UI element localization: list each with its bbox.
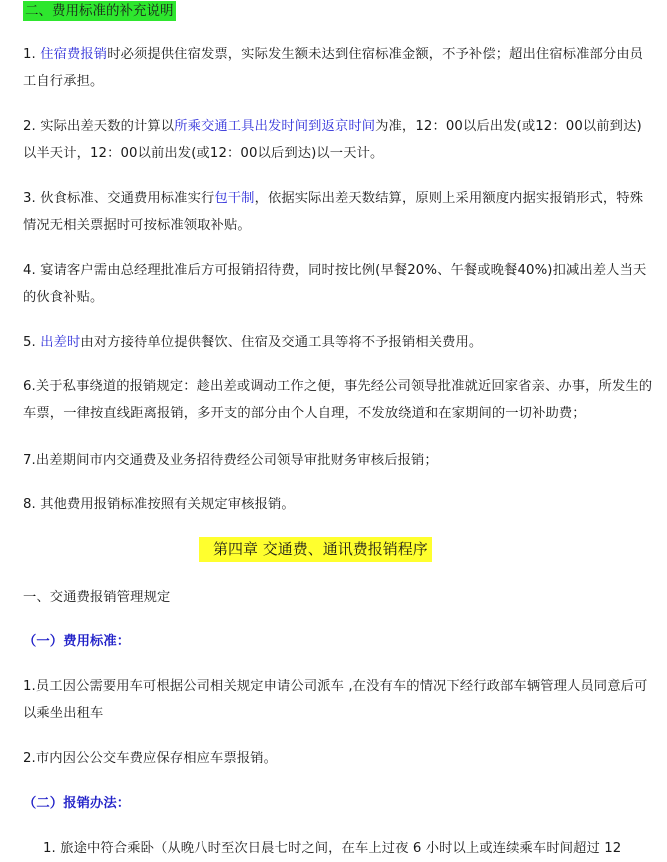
chapter-title: 第四章 交通费、通讯费报销程序 [199,537,432,562]
standard-item-2: 2.市内因公公交车费应保存相应车票报销。 [23,751,278,766]
item-text-pre: 实际出差天数的计算以 [40,119,175,134]
section-heading: 二、费用标准的补充说明 [25,3,174,19]
highlight-text: 所乘交通工具出发时间到返京时间 [174,119,376,134]
item-1 [23,41,653,95]
item-text-post: ，依据实际出差天数结算，原则上采用额度内据实报销形式，特殊情况无相关票据时可按标准领取补贴。 [23,191,644,233]
item-4 [23,257,653,311]
fee-standard-heading: （一）费用标准： [23,634,131,649]
item-6: 6.关于私事绕道的报销规定：趁出差或调动工作之便，事先经公司领导批准就近回家省亲、办事，所发生的车票，一律按直线距离报销，多开支的部分由个人自理，不发放绕道和在家期间的一切补助费； [23,379,653,421]
item-text-post: 为准，12：00以后出发(或12：00以前到达)以半天计，12：00以前出发(或12：00以后到达)以一天计。 [23,119,642,161]
item-number: 3. [23,191,36,206]
item-text-post: 时必须提供住宿发票，实际发生额未达到住宿标准金额，不予补偿；超出住宿标准部分由员工自行承担。 [23,47,644,89]
item-number: 1. [23,47,36,62]
highlight-text: 住宿费报销 [40,47,108,62]
subsection-title: 一、交通费报销管理规定 [23,590,171,605]
reimbursement-method-heading: （二）报销办法： [23,796,131,811]
item-5 [23,329,653,356]
item-text-pre: 宴请客户需由总经理批准后方可报销招待费，同时按比例(早餐20%、午餐或晚餐40%)扣减出差人当天的伙食补贴。 [23,263,647,305]
item-text-post: 由对方接待单位提供餐饮、住宿及交通工具等将不予报销相关费用。 [80,335,483,350]
item-number: 2. [23,119,36,134]
method-item-1: 1. 旅途中符合乘卧（从晚八时至次日晨七时之间，在车上过夜 6 小时以上或连续乘车时间超过 12 [43,841,622,856]
standard-item-1: 1.员工因公需要用车可根据公司相关规定申请公司派车 ,在没有车的情况下经行政部车辆管理人员同意后可以乘坐出租车 [23,679,648,721]
item-8: 8. 其他费用报销标准按照有关规定审核报销。 [23,497,295,512]
item-7: 7.出差期间市内交通费及业务招待费经公司领导审批财务审核后报销； [23,453,438,468]
highlight-text: 出差时 [40,335,81,350]
highlight-text: 包干制 [214,191,255,206]
item-number: 5. [23,335,36,350]
item-2 [23,113,653,167]
item-number: 4. [23,263,36,278]
item-text-pre: 伙食标准、交通费用标准实行 [40,191,215,206]
item-3 [23,185,653,239]
